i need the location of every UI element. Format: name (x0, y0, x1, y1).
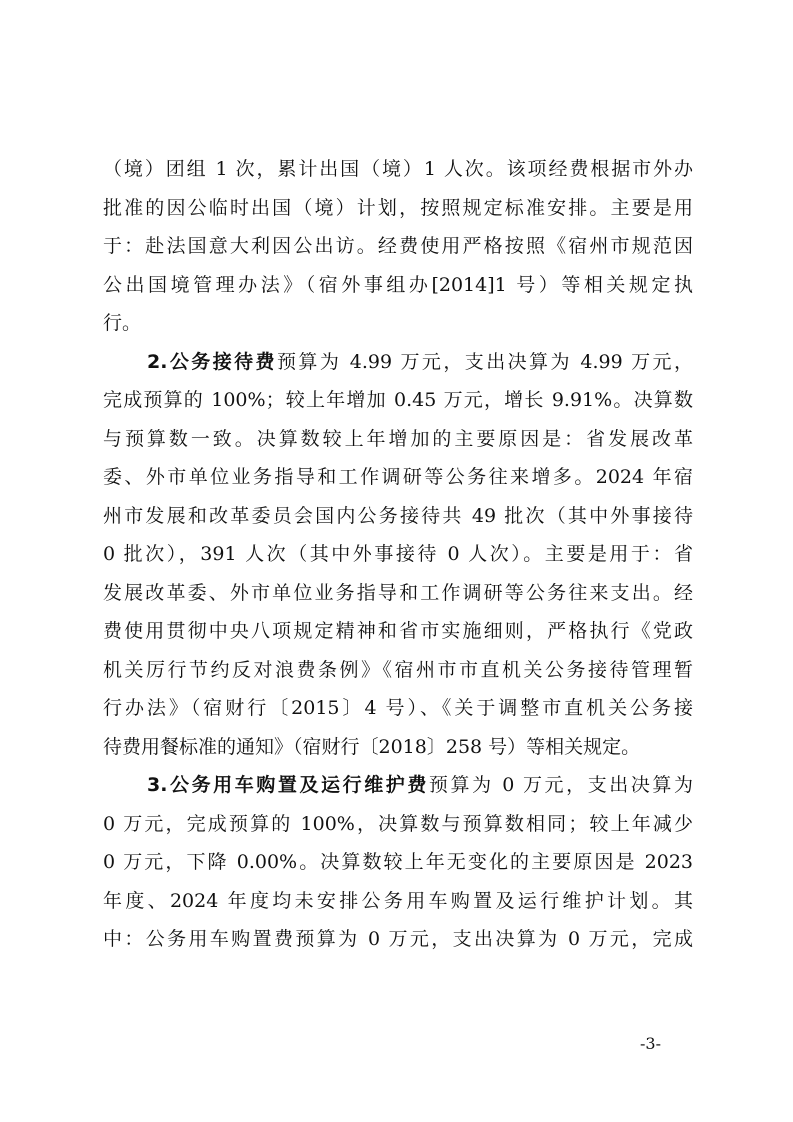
paragraph-2-heading: 2.公务接待费 (147, 350, 277, 373)
paragraph-1-line-3: 于：赴法国意大利因公出访。经费使用严格按照《宿州市规范因 (103, 235, 693, 257)
paragraph-3-first-line (103, 766, 693, 805)
paragraph-2-line-11: 待费用餐标准的通知》（宿财行〔2018〕258 号）等相关规定。 (103, 735, 641, 758)
paragraph-3-line-2: 0 万元，完成预算的 100%，决算数与预算数相同；较上年减少 (103, 812, 693, 835)
page-number: -3- (640, 1034, 661, 1053)
paragraph-2-line-2: 完成预算的 100%；较上年增加 0.45 万元，增长 9.91%。决算数 (103, 389, 693, 411)
paragraph-3-heading: 3.公务用车购置及运行维护费 (147, 774, 429, 796)
paragraph-1-line-1: （境）团组 1 次，累计出国（境）1 人次。该项经费根据市外办 (103, 158, 693, 180)
paragraph-1-line-2: 批准的因公临时出国（境）计划，按照规定标准安排。主要是用 (103, 196, 693, 219)
body-text (103, 150, 693, 959)
paragraph-2-line-3: 与预算数一致。决算数较上年增加的主要原因是：省发展改革 (103, 427, 693, 450)
paragraph-3-line-5: 中：公务用车购置费预算为 0 万元，支出决算为 0 万元，完成 (103, 928, 693, 950)
paragraph-2-line-7: 发展改革委、外市单位业务指导和工作调研等公务往来支出。经 (103, 581, 693, 604)
paragraph-1-line-4: 公出国境管理办法》（宿外事组办[2014]1 号）等相关规定执 (103, 273, 693, 296)
paragraph-3-line-3: 0 万元，下降 0.00%。决算数较上年无变化的主要原因是 2023 (103, 851, 693, 873)
paragraph-2-line-6: 0 批次），391 人次（其中外事接待 0 人次）。主要是用于：省 (103, 543, 693, 565)
paragraph-2-first-line (103, 343, 693, 382)
paragraph-2-line-10: 行办法》（宿财行〔2015〕4 号）、《关于调整市直机关公务接 (103, 697, 693, 719)
paragraph-2-line-8: 费使用贯彻中央八项规定精神和省市实施细则，严格执行《党政 (103, 620, 693, 642)
paragraph-2-first-line-text: 预算为 4.99 万元，支出决算为 4.99 万元， (277, 350, 693, 373)
paragraph-3-line-4: 年度、2024 年度均未安排公务用车购置及运行维护计划。其 (103, 889, 693, 912)
paragraph-2-line-5: 州市发展和改革委员会国内公务接待共 49 批次（其中外事接待 (103, 504, 693, 527)
paragraph-2-line-4: 委、外市单位业务指导和工作调研等公务往来增多。2024 年宿 (103, 466, 693, 488)
paragraph-2-line-9: 机关厉行节约反对浪费条例》《宿州市市直机关公务接待管理暂 (103, 658, 693, 681)
paragraph-3-first-line-text: 预算为 0 万元，支出决算为 (428, 774, 693, 796)
paragraph-1-line-5: 行。 (103, 312, 142, 334)
